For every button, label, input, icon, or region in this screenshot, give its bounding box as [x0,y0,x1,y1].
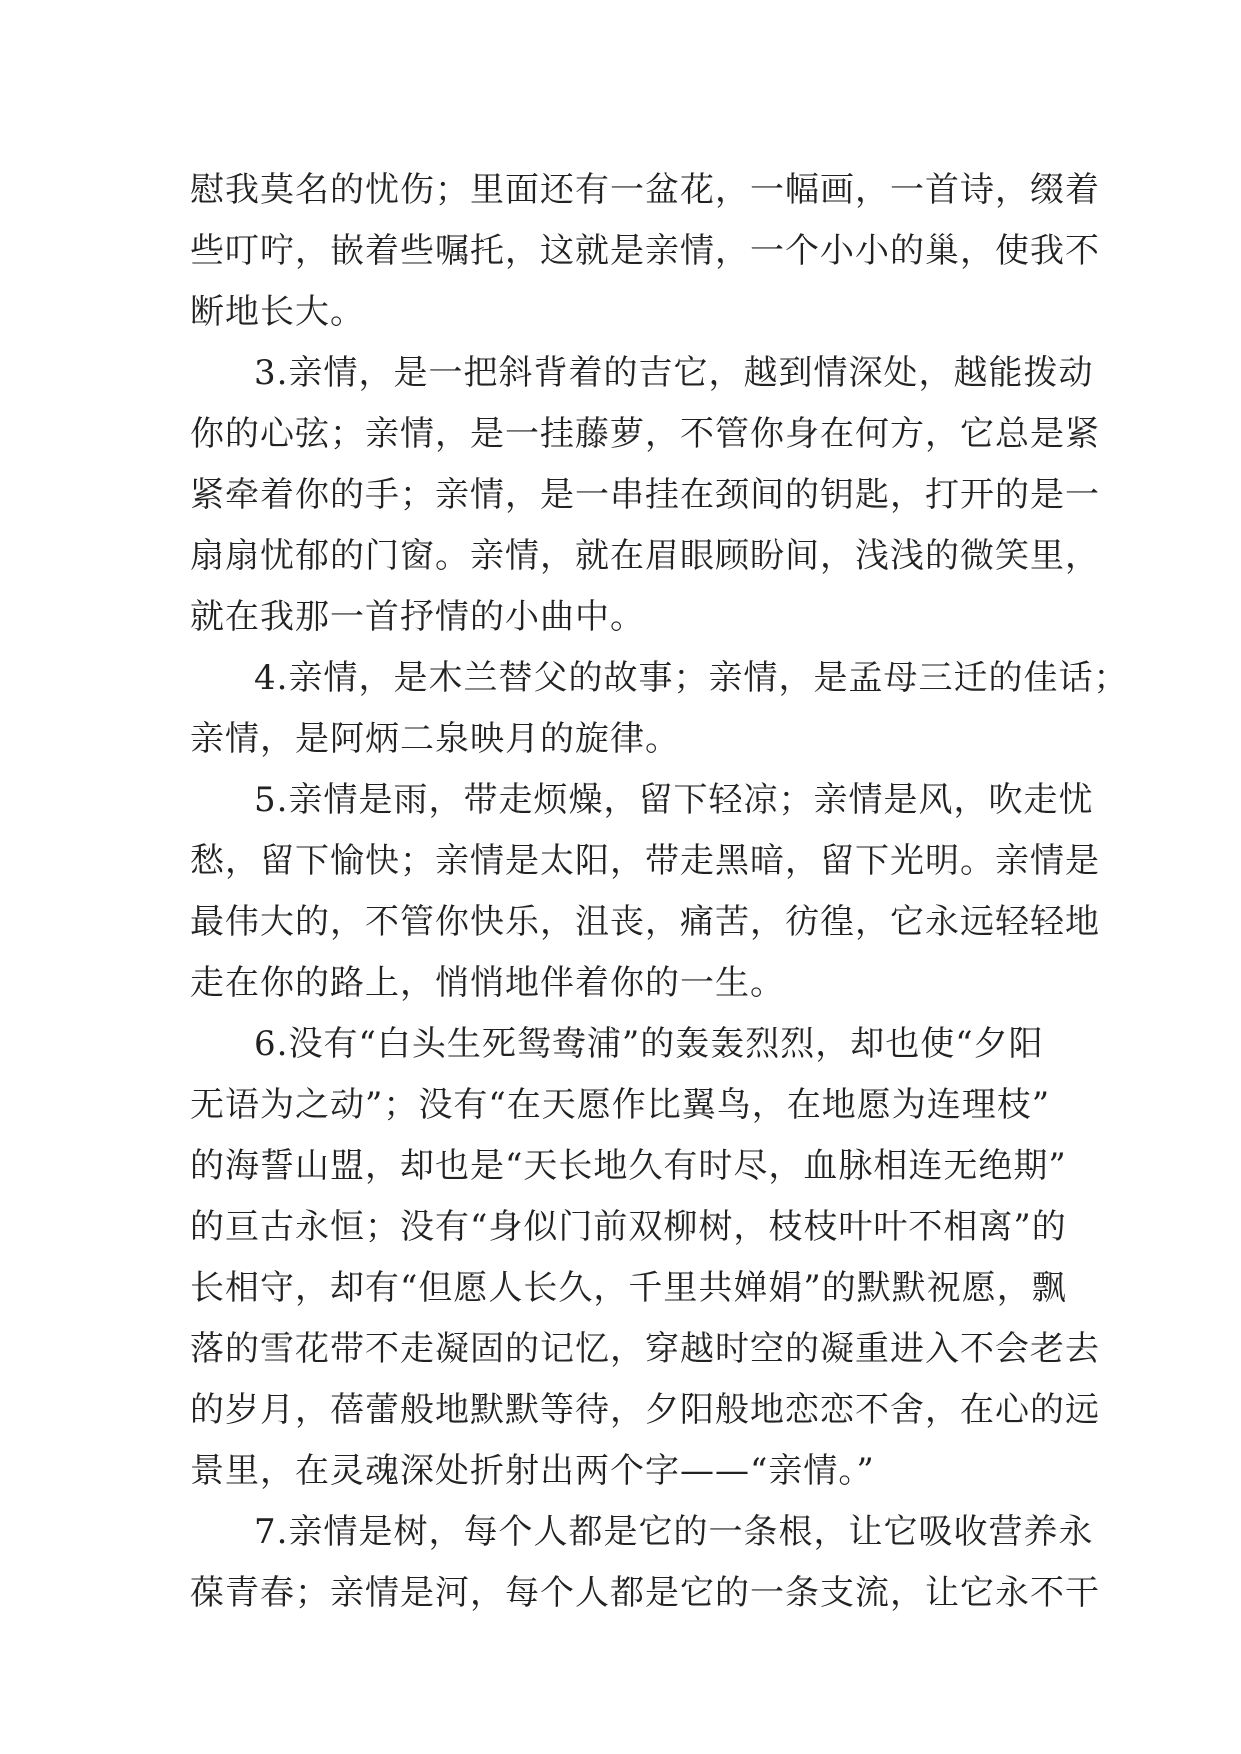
text-line: 最伟大的，不管你快乐，沮丧，痛苦，彷徨，它永远轻轻地 [190,902,1100,942]
text-line: 就在我那一首抒情的小曲中。 [190,597,645,637]
text-line: 紧牵着你的手；亲情，是一串挂在颈间的钥匙，打开的是一 [190,475,1100,515]
text-line: 景里，在灵魂深处折射出两个字——“亲情。” [190,1451,875,1491]
text-line: 无语为之动”；没有“在天愿作比翼鸟，在地愿为连理枝” [190,1085,1051,1125]
document-body [190,160,1129,1624]
paragraph-first-line: 5.亲情是雨，带走烦燥，留下轻凉；亲情是风，吹走忧 [254,780,1094,820]
text-line: 走在你的路上，悄悄地伴着你的一生。 [190,963,785,1003]
text-line: 扇扇忧郁的门窗。亲情，就在眉眼顾盼间，浅浅的微笑里， [190,536,1100,576]
paragraph-first-line: 3.亲情，是一把斜背着的吉它，越到情深处，越能拨动 [254,353,1094,393]
text-line: 的岁月，蓓蕾般地默默等待，夕阳般地恋恋不舍，在心的远 [190,1390,1100,1430]
text-line: 落的雪花带不走凝固的记忆，穿越时空的凝重进入不会老去 [190,1329,1100,1369]
text-line: 愁，留下愉快；亲情是太阳，带走黑暗，留下光明。亲情是 [190,841,1100,881]
paragraph-first-line: 6.没有“白头生死鸳鸯浦”的轰轰烈烈，却也使“夕阳 [254,1024,1044,1064]
text-line: 你的心弦；亲情，是一挂藤萝，不管你身在何方，它总是紧 [190,414,1100,454]
paragraph-first-line: 7.亲情是树，每个人都是它的一条根，让它吸收营养永 [254,1512,1094,1552]
text-line: 些叮咛，嵌着些嘱托，这就是亲情，一个小小的巢，使我不 [190,231,1100,271]
text-line: 慰我莫名的忧伤；里面还有一盆花，一幅画，一首诗，缀着 [190,170,1100,210]
text-line: 的海誓山盟，却也是“天长地久有时尽，血脉相连无绝期” [190,1146,1067,1186]
paragraph-first-line: 4.亲情，是木兰替父的故事；亲情，是孟母三迁的佳话； [254,658,1129,698]
text-line: 长相守，却有“但愿人长久，千里共婵娟”的默默祝愿，飘 [190,1268,1067,1308]
text-line: 断地长大。 [190,292,365,332]
text-line: 葆青春；亲情是河，每个人都是它的一条支流，让它永不干 [190,1573,1100,1613]
text-line: 亲情，是阿炳二泉映月的旋律。 [190,719,680,759]
text-line: 的亘古永恒；没有“身似门前双柳树，枝枝叶叶不相离”的 [190,1207,1067,1247]
